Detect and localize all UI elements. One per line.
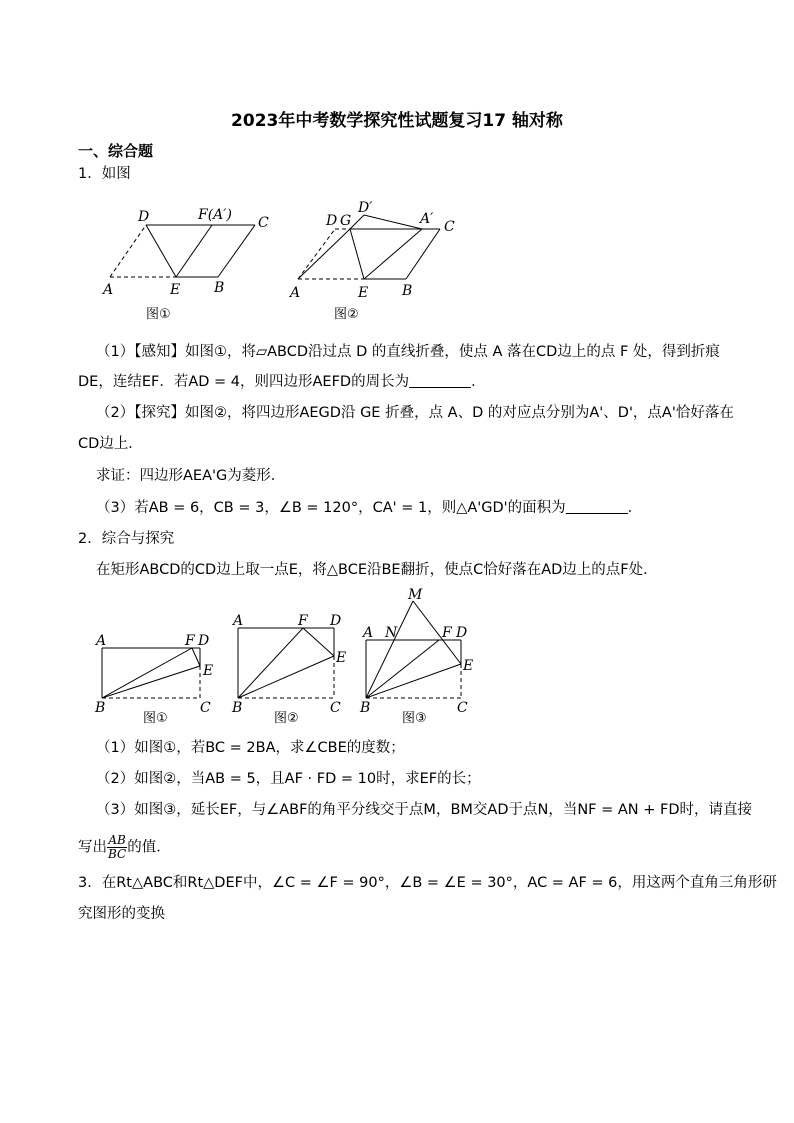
- q1-part2-line1: （2）【探究】如图②，将四边形AEGD沿 GE 折叠，点 A、D 的对应点分别为A'、D'，点A'恰好落在: [96, 405, 734, 421]
- answer-blank-2: [566, 501, 628, 514]
- q1-part3-line: [96, 498, 642, 518]
- q1-part3-text: （3）若AB = 6，CB = 3，∠B = 120°，CA' = 1，则△A'GD'的面积为: [96, 500, 566, 516]
- q1f1-label-D: D: [138, 209, 150, 225]
- q2f2-label-F: F: [298, 613, 308, 629]
- q1f2-label-A: A: [290, 285, 301, 301]
- fraction-numerator: AB: [108, 833, 126, 847]
- q1-part3-end: ．: [627, 500, 643, 516]
- q1f2-label-B: B: [402, 283, 413, 299]
- q2f3-label-B: B: [360, 700, 371, 716]
- page-title: 2023年中考数学探究性试题复习17 轴对称: [231, 111, 563, 131]
- q1-part2-line2: CD边上．: [78, 436, 143, 452]
- q2-figure-2: [226, 608, 356, 730]
- q2f3-label-M: M: [408, 587, 423, 603]
- q1-part1-line1: （1）【感知】如图①，将▱ABCD沿过点 D 的直线折叠，使点 A 落在CD边上的点 F 处，得到折痕: [96, 344, 720, 360]
- q2-part1: （1）如图①，若BC = 2BA，求∠CBE的度数；: [96, 740, 405, 756]
- q2-part3-line2: [78, 834, 171, 861]
- q2f3-label-N: N: [385, 625, 398, 641]
- q2f3-caption: 图③: [402, 711, 427, 726]
- q1-part1-text: DE，连结EF．若AD = 4，则四边形AEFD的周长为: [78, 374, 410, 390]
- q2-intro: 综合与探究: [101, 531, 175, 547]
- q2-part3-suffix: 的值．: [127, 839, 171, 856]
- q2f2-label-B: B: [232, 700, 243, 716]
- q1f1-label-B: B: [214, 280, 225, 296]
- q2f3-label-A: A: [363, 625, 374, 641]
- q1f1-caption: 图①: [146, 307, 171, 322]
- q2f3-label-C: C: [457, 700, 468, 716]
- q1f2-label-D: D: [326, 213, 338, 229]
- q2f1-label-D: D: [198, 633, 210, 649]
- q1f1-label-E: E: [170, 282, 181, 298]
- q1-number: 1．: [78, 166, 102, 182]
- q1f2-caption: 图②: [334, 307, 359, 322]
- q1f2-label-E: E: [358, 285, 369, 301]
- q1f1-label-F: F(A′): [198, 207, 232, 223]
- q3-text-1: 在Rt△ABC和Rt△DEF中，∠C = ∠F = 90°，∠B = ∠E = 30°，AC = AF = 6，用这两个直角三角形研: [101, 875, 777, 891]
- q2f1-label-A: A: [96, 633, 107, 649]
- q2f1-label-B: B: [95, 700, 106, 716]
- q2-part3-prefix: 写出: [78, 839, 107, 856]
- q2f3-label-E: E: [463, 658, 474, 674]
- q2-figure-3: [356, 586, 486, 730]
- q2-part2: （2）如图②，当AB = 5，且AF · FD = 10时，求EF的长；: [96, 771, 481, 787]
- q1-part1-line2: [78, 372, 486, 392]
- q1-intro: 如图: [101, 166, 131, 182]
- q1f2-label-Dp: D′: [358, 200, 373, 216]
- q2f2-label-A: A: [233, 613, 244, 629]
- q2-stem: 在矩形ABCD的CD边上取一点E，将△BCE沿BE翻折，使点C恰好落在AD边上的点F处．: [96, 562, 658, 578]
- q2f1-label-F: F: [185, 633, 195, 649]
- q1f2-label-C: C: [444, 219, 455, 235]
- ab-over-bc-fraction: [107, 834, 127, 861]
- fraction-denominator: BC: [108, 847, 127, 861]
- q1-figure-2: [284, 196, 464, 326]
- q3-line1: [78, 873, 777, 893]
- q2f2-label-E: E: [336, 650, 347, 666]
- q1f1-label-C: C: [258, 215, 269, 231]
- q2f1-caption: 图①: [143, 711, 168, 726]
- q1-figure-1: [100, 200, 280, 325]
- q2f2-caption: 图②: [274, 711, 299, 726]
- q2f2-label-C: C: [330, 700, 341, 716]
- q3-number: 3．: [78, 875, 102, 891]
- q2-part3-line1: （3）如图③，延长EF，与∠ABF的角平分线交于点M，BM交AD于点N，当NF = AN + FD时，请直接: [96, 802, 753, 818]
- q2f3-label-D: D: [456, 625, 468, 641]
- q1f2-label-Ap: A′: [420, 211, 434, 227]
- q3-line2: 究图形的变换: [78, 906, 165, 922]
- q2-figure-1: [88, 630, 228, 730]
- section-heading: 一、综合题: [78, 142, 154, 160]
- q1-part2-proof: 求证：四边形AEA'G为菱形．: [96, 468, 286, 484]
- q1f1-label-A: A: [103, 282, 114, 298]
- q2f1-label-E: E: [203, 663, 214, 679]
- q2f3-label-F: F: [442, 625, 452, 641]
- q2f2-label-D: D: [330, 613, 342, 629]
- answer-blank-1: [409, 375, 471, 388]
- q2f1-label-C: C: [200, 700, 211, 716]
- q2-number: 2．: [78, 531, 102, 547]
- q2-header: [78, 529, 174, 549]
- q1-part1-end: ．: [471, 374, 486, 390]
- q1f2-label-G: G: [340, 213, 352, 229]
- q1-header: [78, 164, 131, 184]
